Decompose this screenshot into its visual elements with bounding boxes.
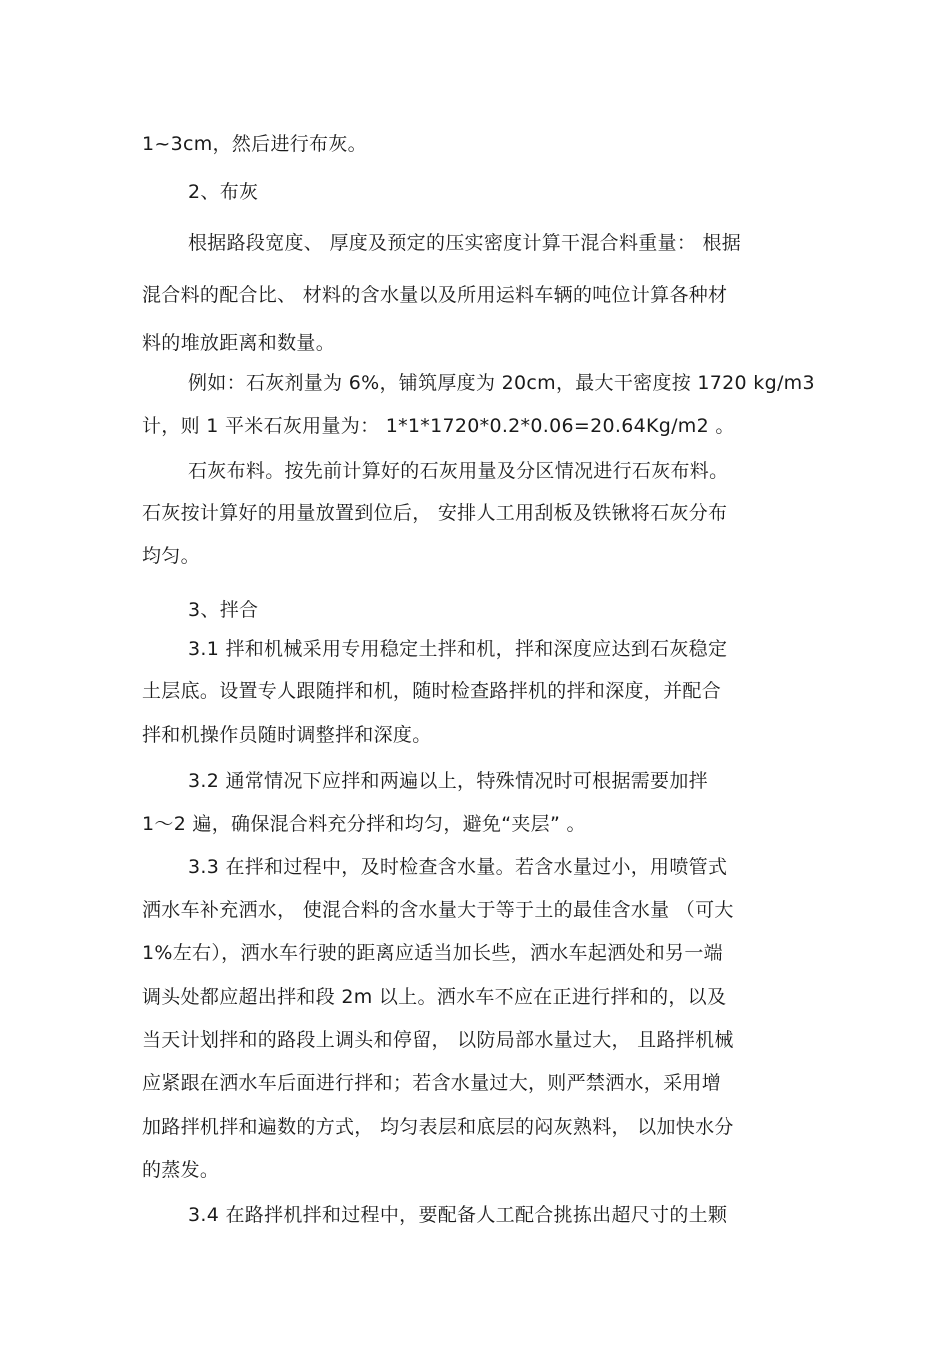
text-line: 混合料的配合比、 材料的含水量以及所用运料车辆的吨位计算各种材 [142,284,728,306]
text-line: 料的堆放距离和数量。 [142,332,336,354]
text-line: 计，则 1 平米石灰用量为： 1*1*1720*0.2*0.06=20.64Kg/m2 。 [142,415,735,437]
text-line: 1~3cm，然后进行布灰。 [142,133,367,155]
text-line: 当天计划拌和的路段上调头和停留， 以防局部水量过大， 且路拌机械 [142,1029,734,1051]
text-line: 土层底。设置专人跟随拌和机，随时检查路拌机的拌和深度，并配合 [142,680,722,702]
text-line: 例如：石灰剂量为 6%，铺筑厚度为 20cm，最大干密度按 1720 kg/m3 [188,372,815,394]
text-line: 石灰布料。按先前计算好的石灰用量及分区情况进行石灰布料。 [188,460,729,482]
text-line: 均匀。 [142,545,200,567]
section-heading: 3、拌合 [188,599,259,621]
text-line: 3.4 在路拌机拌和过程中，要配备人工配合挑拣出超尺寸的土颗 [188,1204,728,1226]
text-line: 1～2 遍，确保混合料充分拌和均匀，避免“夹层” 。 [142,813,586,835]
text-line: 应紧跟在洒水车后面进行拌和；若含水量过大，则严禁洒水，采用增 [142,1072,722,1094]
text-line: 加路拌机拌和遍数的方式， 均匀表层和底层的闷灰熟料， 以加快水分 [142,1116,734,1138]
text-line: 1%左右），洒水车行驶的距离应适当加长些，洒水车起洒处和另一端 [142,942,723,964]
text-line: 石灰按计算好的用量放置到位后， 安排人工用刮板及铁锹将石灰分布 [142,502,728,524]
text-line: 拌和机操作员随时调整拌和深度。 [142,724,432,746]
text-line: 洒水车补充洒水， 使混合料的含水量大于等于土的最佳含水量 （可大 [142,899,734,921]
text-line: 根据路段宽度、 厚度及预定的压实密度计算干混合料重量： 根据 [188,232,742,254]
text-line: 3.1 拌和机械采用专用稳定土拌和机，拌和深度应达到石灰稳定 [188,638,728,660]
text-line: 3.2 通常情况下应拌和两遍以上，特殊情况时可根据需要加拌 [188,770,708,792]
text-line: 3.3 在拌和过程中，及时检查含水量。若含水量过小，用喷管式 [188,856,728,878]
section-heading: 2、布灰 [188,181,259,203]
text-line: 调头处都应超出拌和段 2m 以上。洒水车不应在正进行拌和的，以及 [142,986,727,1008]
text-line: 的蒸发。 [142,1159,220,1181]
